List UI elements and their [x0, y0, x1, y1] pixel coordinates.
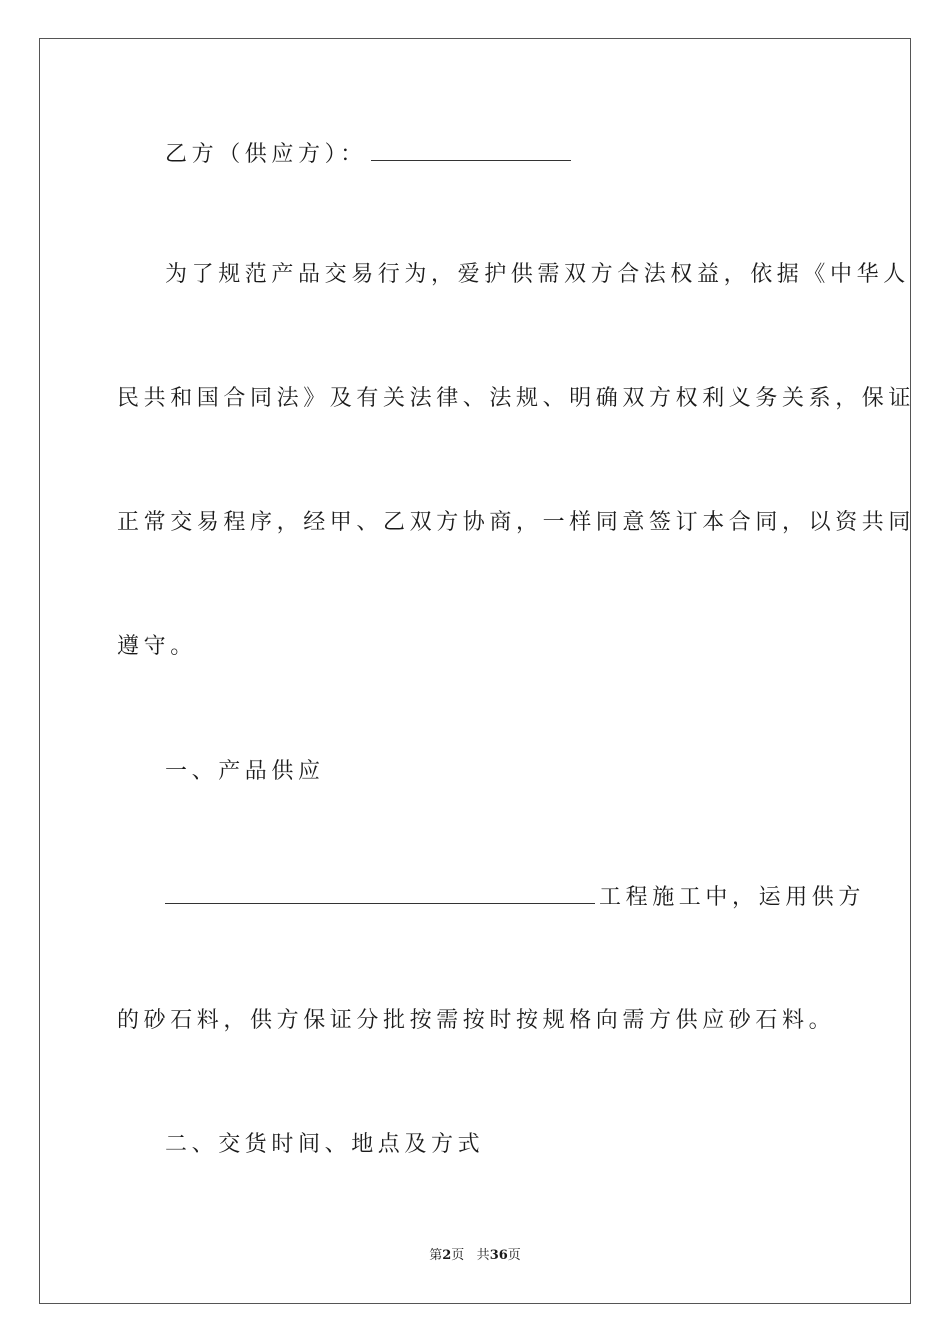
footer-total-pages: 36 [489, 1248, 508, 1263]
page-footer [0, 1247, 950, 1265]
party-b-line [165, 138, 833, 170]
intro-line-2: 民共和国合同法》及有关法律、法规、明确双方权利义务关系，保证 [117, 386, 916, 411]
intro-line-3: 正常交易程序，经甲、乙双方协商，一样同意签订本合同，以资共同 [117, 510, 916, 535]
section-2-heading: 二、交货时间、地点及方式 [165, 1132, 485, 1157]
footer-total-prefix: 共 [476, 1248, 490, 1263]
page-border [39, 38, 916, 1304]
footer-prefix: 第 [429, 1248, 443, 1263]
intro-line-4: 遵守。 [117, 634, 197, 659]
footer-current-page: 2 [442, 1248, 452, 1263]
project-name-blank [165, 881, 595, 904]
footer-page-unit: 页 [451, 1248, 465, 1263]
party-b-blank [371, 138, 571, 161]
section-1-heading: 一、产品供应 [165, 759, 325, 784]
intro-line-1: 为了规范产品交易行为，爱护供需双方合法权益，依据《中华人 [165, 262, 910, 287]
footer-total-unit: 页 [507, 1248, 521, 1263]
section-1-line-1 [165, 881, 866, 913]
section-1-line-1-text: 工程施工中，运用供方 [599, 885, 866, 910]
section-1-line-2: 的砂石料，供方保证分批按需按时按规格向需方供应砂石料。 [117, 1008, 836, 1033]
party-b-label: 乙方（供应方）： [165, 142, 367, 167]
